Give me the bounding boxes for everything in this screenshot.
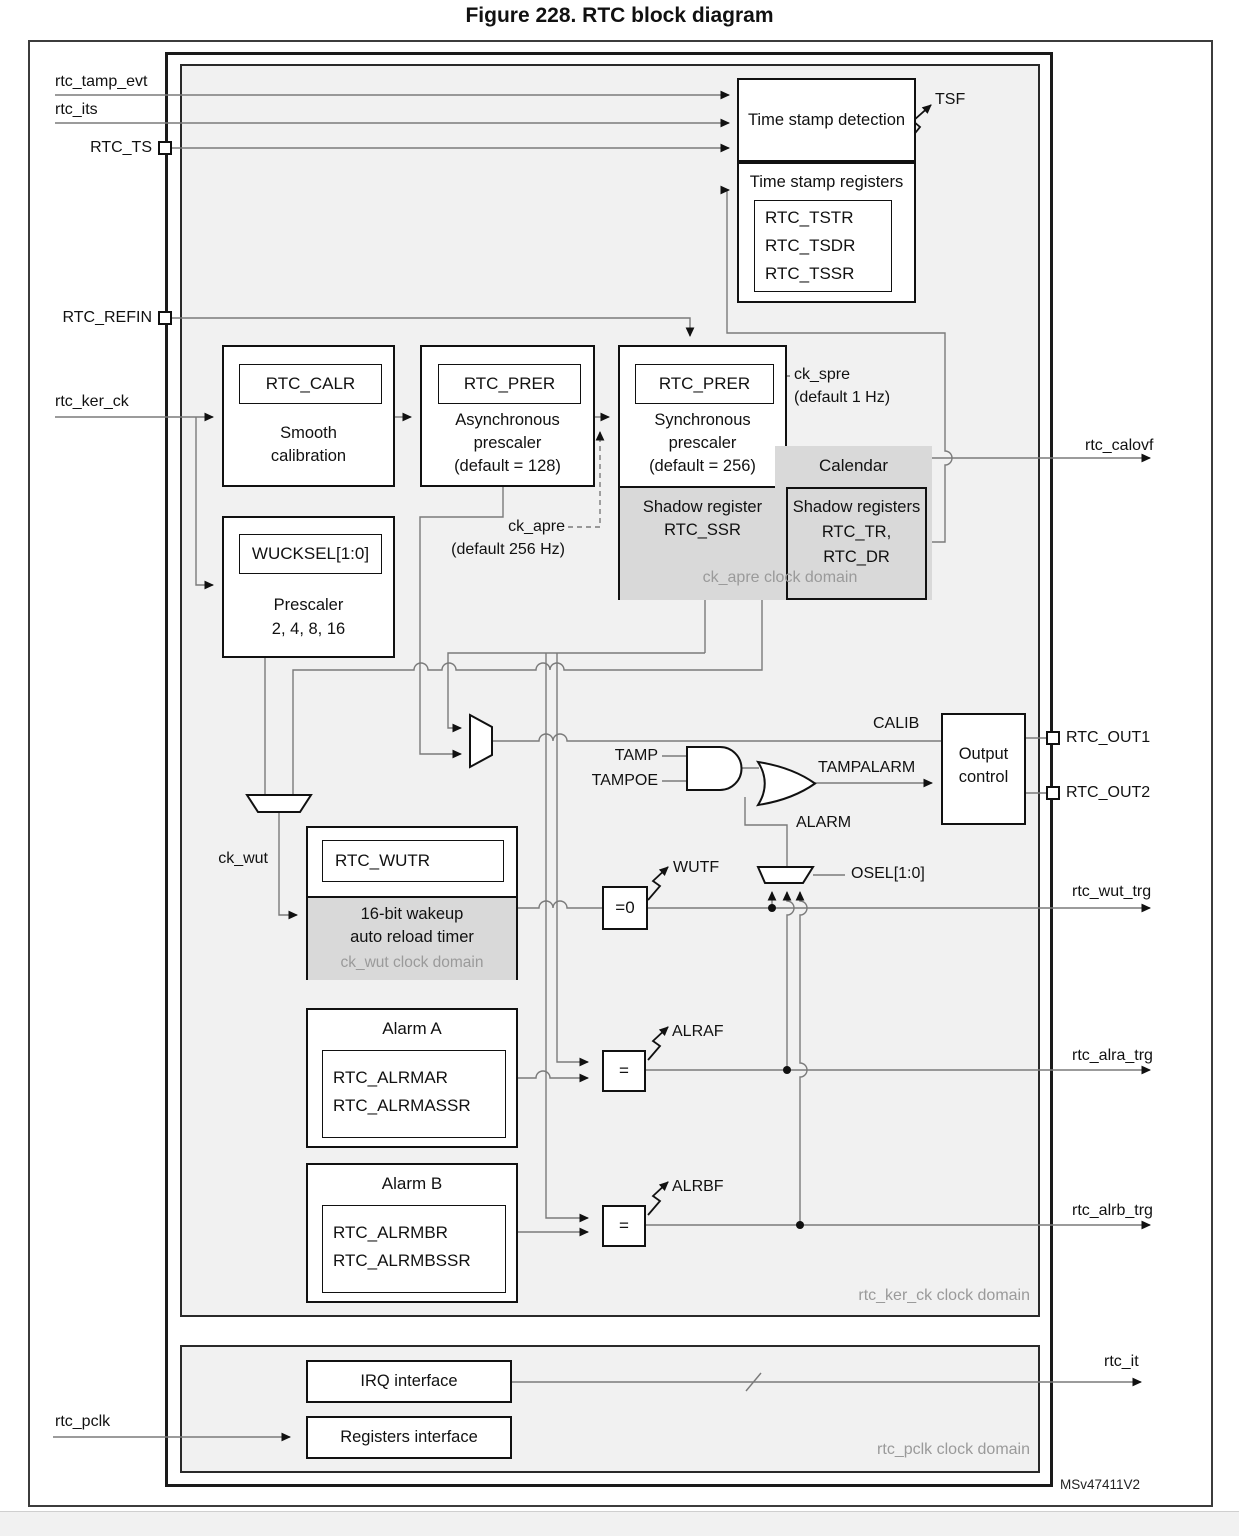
- rtc-out2-label: RTC_OUT2: [1066, 784, 1151, 801]
- block-label: control: [958, 768, 1009, 786]
- rtc-its-label: rtc_its: [55, 101, 98, 118]
- block-label: Prescaler: [273, 596, 344, 614]
- rtc-out2-pin: [1046, 786, 1060, 800]
- alarm-a-block: [306, 1008, 518, 1148]
- block-label: Time stamp detection: [747, 110, 906, 129]
- time-stamp-registers-list: [754, 200, 892, 292]
- wucksel-register: WUCKSEL[1:0]: [239, 534, 382, 574]
- rtc-pclk-label: rtc_pclk: [55, 1413, 111, 1430]
- output-control-block: [941, 713, 1026, 825]
- shadow-label: RTC_SSR: [664, 521, 741, 539]
- rtc-refin-label: RTC_REFIN: [62, 309, 152, 326]
- shadow-label: Shadow register: [642, 498, 763, 516]
- block-label: Asynchronous: [455, 411, 560, 429]
- register-name: RTC_ALRMAR: [333, 1068, 448, 1087]
- async-prescaler-block: [420, 345, 595, 487]
- pclk-domain-label: rtc_pclk clock domain: [877, 1441, 1030, 1458]
- shadow-label: RTC_DR: [823, 548, 890, 566]
- apre-domain-label: ck_apre clock domain: [702, 569, 858, 586]
- block-label: calibration: [270, 447, 347, 465]
- alraf-flag-label: ALRAF: [672, 1023, 724, 1040]
- rtc-prer-register: RTC_PRER: [635, 364, 774, 404]
- ck-apre-label: ck_apre: [508, 518, 565, 535]
- alarm-label: ALARM: [796, 814, 852, 831]
- rtc-refin-pin: [158, 311, 172, 325]
- shadow-label: Shadow registers: [792, 498, 921, 516]
- alarm-a-comparator: [602, 1050, 646, 1092]
- register-name: RTC_TSDR: [765, 236, 856, 255]
- register-name: RTC_TSSR: [765, 264, 855, 283]
- irq-interface-block: [306, 1360, 512, 1403]
- block-title: Time stamp registers: [749, 173, 904, 191]
- block-label: Output: [958, 745, 1009, 763]
- tsf-flag-label: TSF: [935, 91, 966, 108]
- rtc-ts-label: RTC_TS: [90, 139, 152, 156]
- ck-spre-default-label: (default 1 Hz): [794, 389, 891, 406]
- wutf-flag-label: WUTF: [673, 859, 720, 876]
- alarm-b-comparator: [602, 1205, 646, 1247]
- rtc-alra-trg-label: rtc_alra_trg: [1072, 1047, 1153, 1064]
- smooth-calibration-block: [222, 345, 395, 487]
- ker-domain-label: rtc_ker_ck clock domain: [858, 1287, 1030, 1304]
- rtc-alrb-trg-label: rtc_alrb_trg: [1072, 1202, 1153, 1219]
- rtc-tamp-evt-label: rtc_tamp_evt: [55, 73, 148, 90]
- block-title: Alarm A: [382, 1019, 442, 1038]
- block-label: 16-bit wakeup: [360, 905, 464, 923]
- rtc-wutr-register: RTC_WUTR: [322, 840, 504, 882]
- osel-label: OSEL[1:0]: [851, 865, 925, 882]
- ck-wut-label: ck_wut: [218, 850, 268, 867]
- block-label: Synchronous: [654, 411, 751, 429]
- tampoe-label: TAMPOE: [591, 772, 658, 789]
- time-stamp-registers-block: [737, 162, 916, 303]
- rtc-out1-label: RTC_OUT1: [1066, 729, 1151, 746]
- tampalarm-label: TAMPALARM: [818, 759, 916, 776]
- ck-spre-label: ck_spre: [794, 366, 851, 383]
- block-label: IRQ interface: [360, 1372, 458, 1390]
- block-label: Registers interface: [340, 1428, 478, 1446]
- block-label: prescaler: [473, 434, 542, 452]
- registers-interface-block: [306, 1416, 512, 1459]
- figure-title: Figure 228. RTC block diagram: [465, 4, 774, 27]
- register-name: RTC_ALRMBSSR: [333, 1251, 471, 1270]
- register-name: RTC_ALRMASSR: [333, 1096, 471, 1115]
- alarm-b-registers: [322, 1205, 506, 1293]
- calendar-title: Calendar: [819, 456, 888, 475]
- wakeup-counter: [308, 896, 516, 980]
- alarm-b-block: [306, 1163, 518, 1303]
- rtc-calovf-label: rtc_calovf: [1085, 437, 1154, 454]
- wakeup-timer-block: [306, 826, 518, 980]
- tamp-label: TAMP: [614, 747, 658, 764]
- comparator-label: =: [619, 1061, 629, 1080]
- block-label: prescaler: [668, 434, 737, 452]
- page-bottom-strip: [0, 1511, 1239, 1536]
- rtc-prer-register: RTC_PRER: [438, 364, 581, 404]
- block-title: Alarm B: [381, 1174, 443, 1193]
- rtc-wut-trg-label: rtc_wut_trg: [1072, 883, 1152, 900]
- wucksel-prescaler-block: [222, 516, 395, 658]
- block-label: auto reload timer: [350, 928, 474, 946]
- block-label: Smooth: [280, 424, 337, 442]
- register-name: RTC_ALRMBR: [333, 1223, 448, 1242]
- alarm-a-registers: [322, 1050, 506, 1138]
- sync-prescaler-block: [618, 345, 787, 600]
- rtc-it-label: rtc_it: [1104, 1353, 1139, 1370]
- alrbf-flag-label: ALRBF: [672, 1178, 724, 1195]
- rtc-calr-register: RTC_CALR: [239, 364, 382, 404]
- wut-domain-label: ck_wut clock domain: [340, 954, 484, 971]
- rtc-out1-pin: [1046, 731, 1060, 745]
- figure-code: MSv47411V2: [1060, 1477, 1141, 1492]
- time-stamp-detection-block: [737, 78, 916, 162]
- block-label: (default = 256): [649, 457, 756, 475]
- calib-label: CALIB: [873, 715, 920, 732]
- shadow-label: RTC_TR,: [821, 523, 892, 541]
- ck-apre-default-label: (default 256 Hz): [451, 541, 565, 558]
- rtc-ts-pin: [158, 141, 172, 155]
- comparator-label: =: [619, 1216, 629, 1235]
- comparator-label: =0: [615, 898, 635, 917]
- block-label: 2, 4, 8, 16: [271, 620, 346, 638]
- register-name: RTC_TSTR: [765, 208, 854, 227]
- block-label: (default = 128): [454, 457, 561, 475]
- rtc-ker-ck-label: rtc_ker_ck: [55, 393, 129, 410]
- wakeup-zero-comparator: [602, 886, 648, 930]
